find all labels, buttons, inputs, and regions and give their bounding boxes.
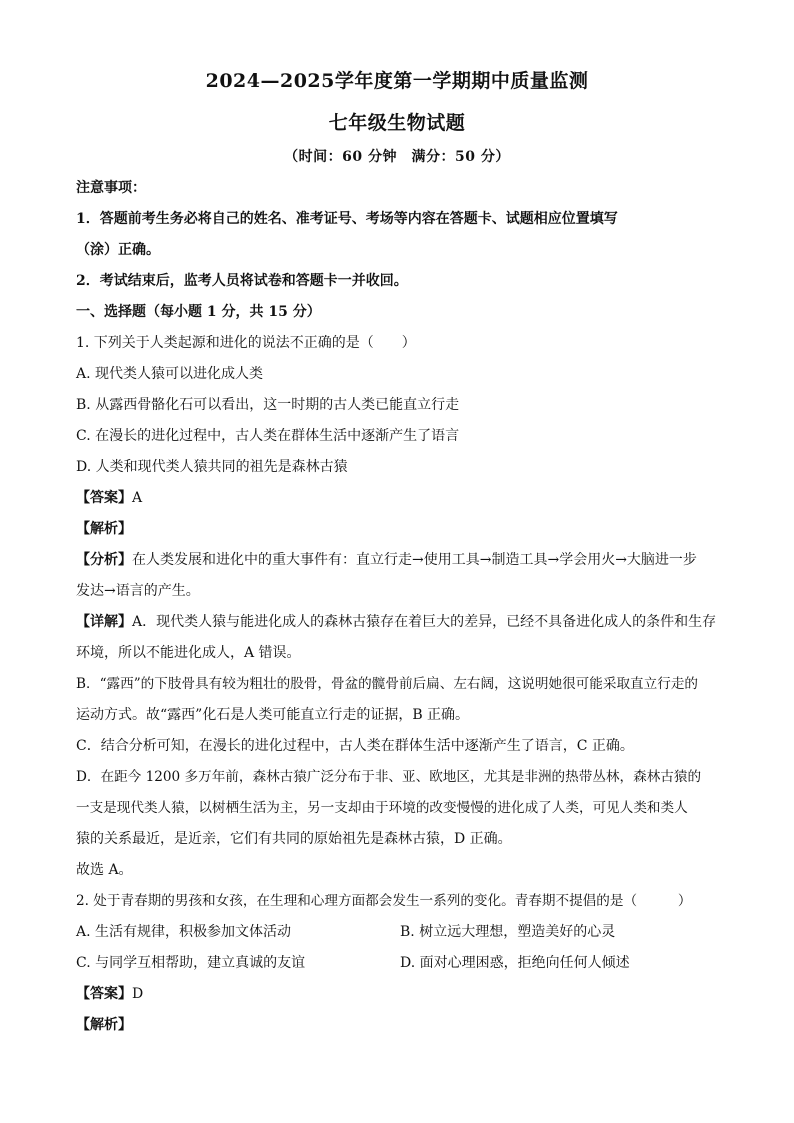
q2-option-c: C. 与同学互相帮助，建立真诚的友谊 xyxy=(76,955,306,971)
answer-tag: 【答案】 xyxy=(76,490,132,506)
xiangjie-tag: 【详解】 xyxy=(76,614,132,630)
answer-value: A xyxy=(132,490,143,506)
q1-xiangjie-cont: 环境，所以不能进化成人，A 错误。 xyxy=(76,645,301,661)
q1-analysis-tag: 【解析】 xyxy=(76,521,132,537)
q1-fenxi-cont: 发达→语言的产生。 xyxy=(76,583,200,599)
exam-title: 2024—2025学年度第一学期期中质量监测 xyxy=(205,70,589,92)
q2-option-a: A. 生活有规律，积极参加文体活动 xyxy=(76,924,292,940)
q1-answer xyxy=(76,489,142,507)
q1-explain-b-cont: 运动方式。故“露西”化石是人类可能直立行走的证据，B 正确。 xyxy=(76,707,470,723)
notes-item-1-cont: （涂）正确。 xyxy=(76,242,160,258)
q1-conclusion: 故选 A。 xyxy=(76,862,133,878)
q1-option-c: C. 在漫长的进化过程中，古人类在群体生活中逐渐产生了语言 xyxy=(76,428,460,444)
q2-analysis-tag: 【解析】 xyxy=(76,1017,132,1033)
q1-explain-d-cont: 一支是现代类人猿，以树栖生活为主，另一支却由于环境的改变慢慢的进化成了人类，可见人类和类人 xyxy=(76,800,688,816)
q2-option-b: B. 树立远大理想，塑造美好的心灵 xyxy=(400,924,616,940)
q2-answer xyxy=(76,985,143,1003)
section-heading: 一、选择题（每小题 1 分，共 15 分） xyxy=(76,304,321,320)
q1-explain-c: C．结合分析可知，在漫长的进化过程中，古人类在群体生活中逐渐产生了语言，C 正确。 xyxy=(76,738,634,754)
q1-explain-d: D．在距今 1200 多万年前，森林古猿广泛分布于非、亚、欧地区，尤其是非洲的热带丛林，森林古猿的 xyxy=(76,769,702,785)
q1-explain-b: B．“露西”的下肢骨具有较为粗壮的股骨，骨盆的髋骨前后扁、左右阔，这说明她很可能采取直立行走的 xyxy=(76,676,699,692)
fenxi-tag: 【分析】 xyxy=(76,552,132,568)
q2-option-d: D. 面对心理困惑，拒绝向任何人倾述 xyxy=(400,955,630,971)
q1-option-d: D. 人类和现代类人猿共同的祖先是森林古猿 xyxy=(76,459,348,475)
q1-fenxi xyxy=(76,551,697,569)
exam-time-info: （时间：60 分钟 满分：50 分） xyxy=(284,149,510,165)
q1-explain-d-cont2: 猿的关系最近，是近亲，它们有共同的原始祖先是森林古猿，D 正确。 xyxy=(76,831,512,847)
q1-stem: 1. 下列关于人类起源和进化的说法不正确的是（ ） xyxy=(76,335,416,351)
q1-option-b: B. 从露西骨骼化石可以看出，这一时期的古人类已能直立行走 xyxy=(76,397,460,413)
fenxi-text: 在人类发展和进化中的重大事件有：直立行走→使用工具→制造工具→学会用火→大脑进一步 xyxy=(132,552,697,568)
q1-option-a: A. 现代类人猿可以进化成人类 xyxy=(76,366,264,382)
answer-tag: 【答案】 xyxy=(76,986,132,1002)
answer-value: D xyxy=(132,986,144,1002)
notes-item-1: 1．答题前考生务必将自己的姓名、准考证号、考场等内容在答题卡、试题相应位置填写 xyxy=(76,211,618,227)
notes-item-2: 2．考试结束后，监考人员将试卷和答题卡一并收回。 xyxy=(76,273,408,289)
notes-heading: 注意事项： xyxy=(76,180,146,196)
q1-xiangjie xyxy=(76,613,716,631)
q2-stem: 2. 处于青春期的男孩和女孩，在生理和心理方面都会发生一系列的变化。青春期不提倡的是（ ） xyxy=(76,893,692,909)
xiangjie-text: A．现代类人猿与能进化成人的森林古猿存在着巨大的差异，已经不具备进化成人的条件和生存 xyxy=(132,614,717,630)
exam-subtitle: 七年级生物试题 xyxy=(328,112,466,134)
